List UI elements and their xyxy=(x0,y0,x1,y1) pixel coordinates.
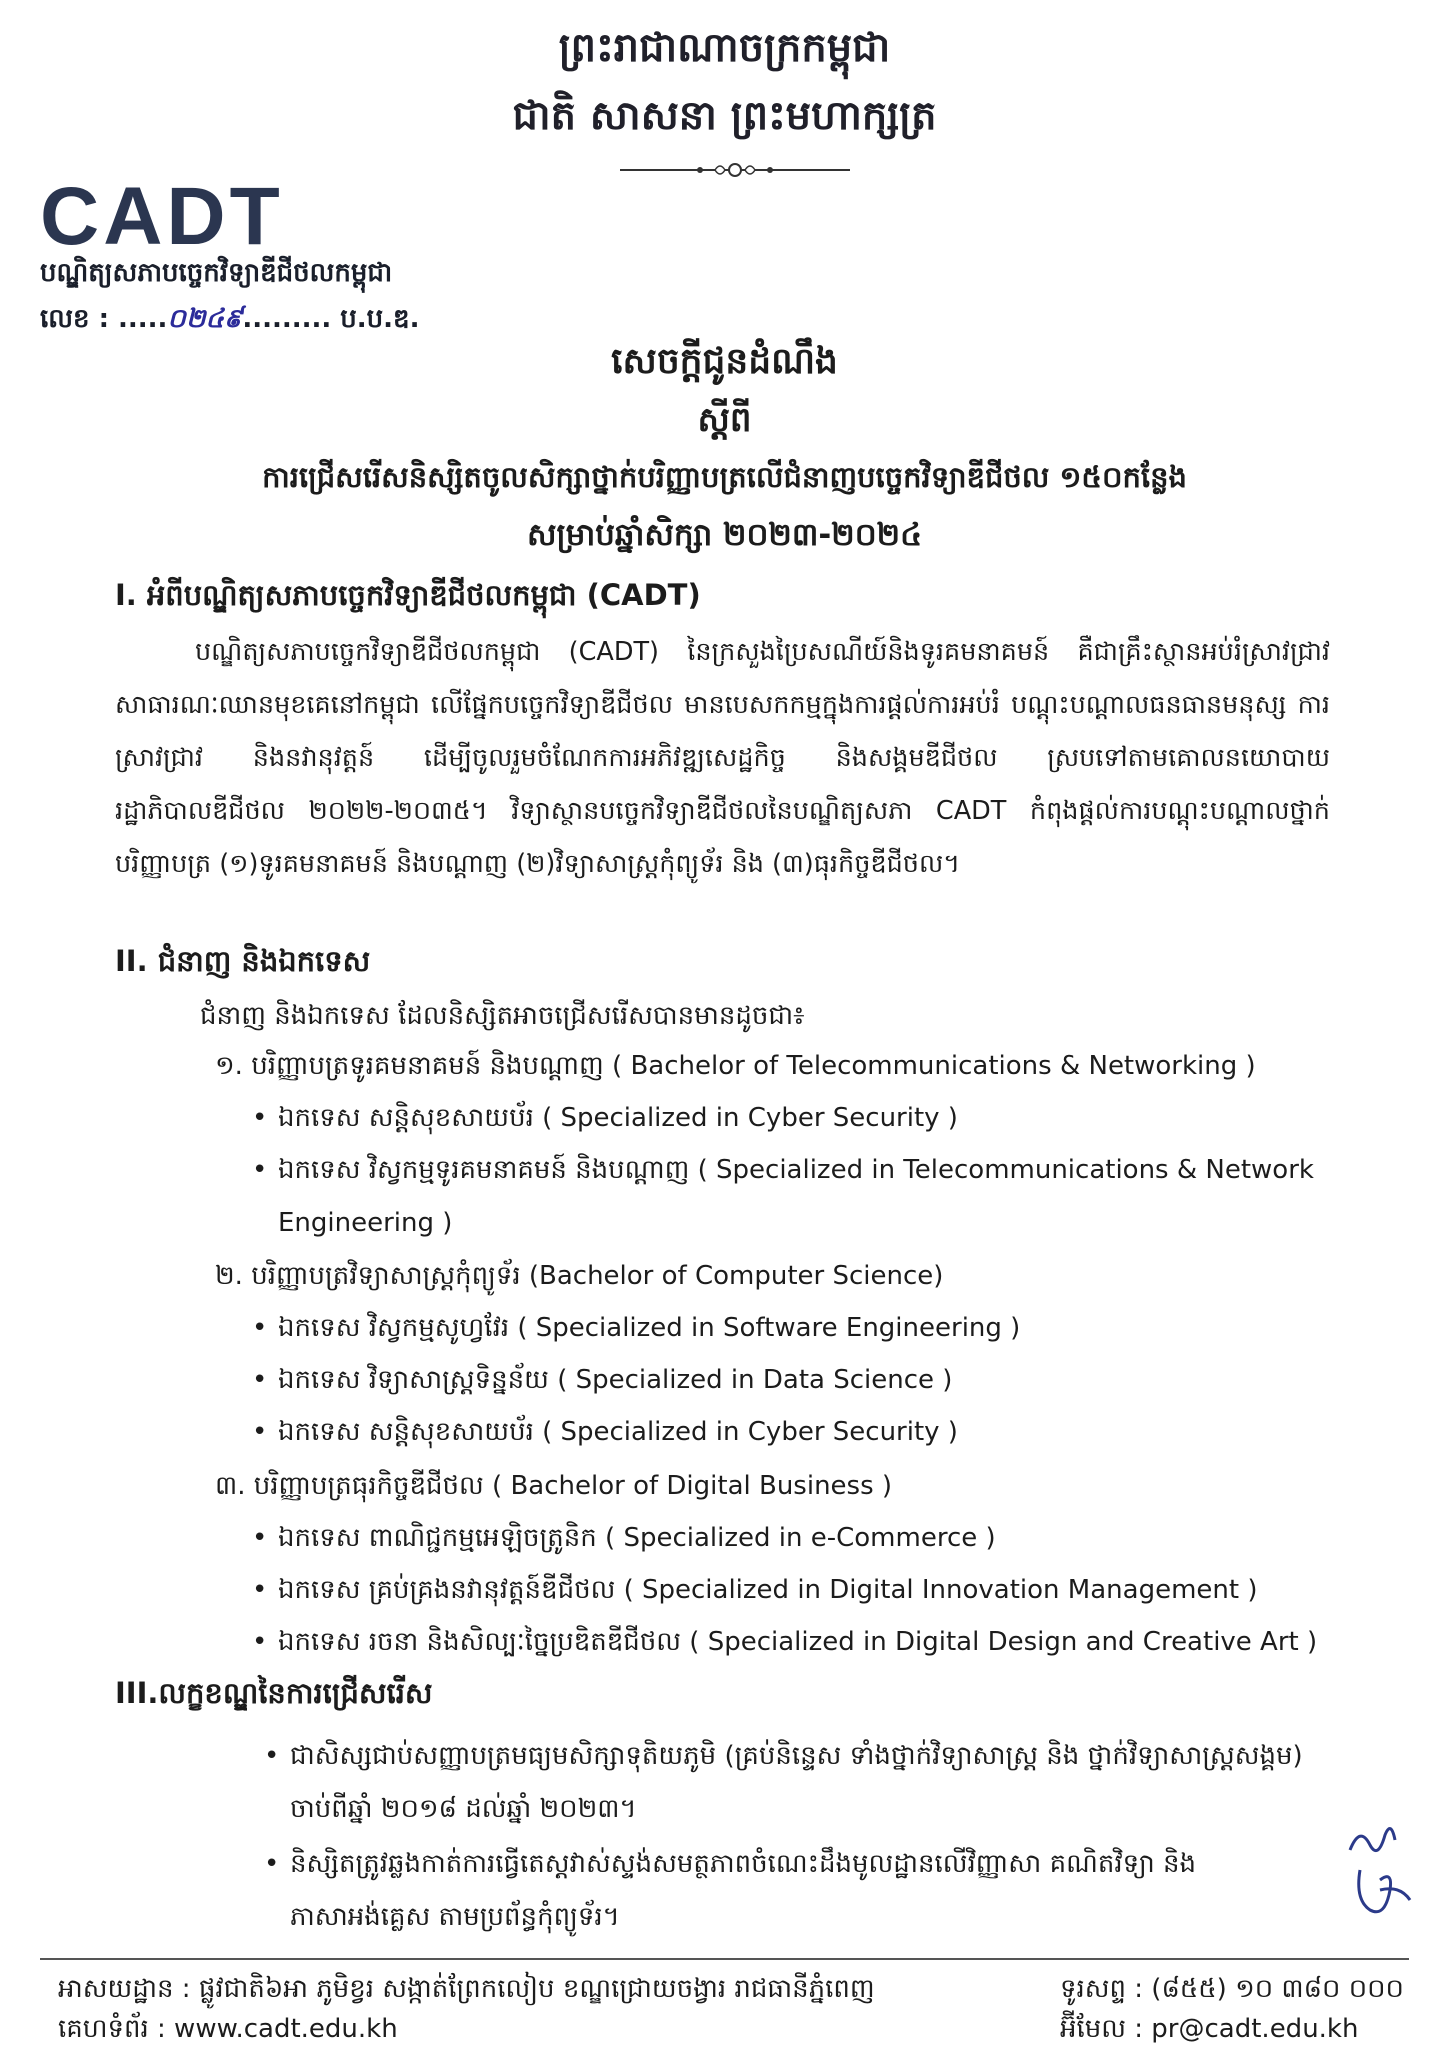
degree3-title: ៣. បរិញ្ញាបត្រធុរកិច្ចឌីជីថល ( Bachelor of Digital Business ) xyxy=(215,1471,893,1501)
kingdom-heading: ព្រះរាជាណាចក្រកម្ពុជា xyxy=(558,24,891,71)
academic-year: សម្រាប់ឆ្នាំសិក្សា ២០២៣-២០២៤ xyxy=(526,517,923,553)
degree1-title: ១. បរិញ្ញាបត្រទូរគមនាគមន៍ និងបណ្ដាញ ( Bachelor of Telecommunications & Networking ) xyxy=(215,1051,1256,1081)
notice-subject: ការជ្រើសរើសនិស្សិតចូលសិក្សាថ្នាក់បរិញ្ញាបត្រលើជំនាញបច្ចេកវិទ្យាឌីជីថល ១៥០កន្លែង xyxy=(262,460,1187,494)
ref-suffix: ប.ប.ឌ. xyxy=(340,304,420,334)
ornament-divider-icon xyxy=(620,158,850,182)
degree3-item: • ឯកទេស គ្រប់គ្រងនវានុវត្តន៍ឌីជីថល ( Specialized in Digital Innovation Management ) xyxy=(278,1570,1257,1610)
motto-heading: ជាតិ សាសនា ព្រះមហាក្សត្រ xyxy=(512,92,937,139)
footer-phone: ទូរសព្ទ : (៨៥៥) ១០ ៣៨០ ០០០ xyxy=(1060,1974,1404,2004)
section2-intro: ជំនាញ និងឯកទេស ដែលនិស្សិតអាចជ្រើសរើសបានមានដូចជា៖ xyxy=(200,1001,805,1031)
footer-address: អាសយដ្ឋាន : ផ្លូវជាតិ៦អា ភូមិខ្វរ សង្កាត់ព្រែកលៀប ខណ្ឌជ្រោយចង្វារ រាជធានីភ្នំពេញ xyxy=(58,1974,875,2004)
degree1-item: • ឯកទេស សន្តិសុខសាយប័រ ( Specialized in Cyber Security ) xyxy=(278,1098,958,1138)
criteria-item: • ជាសិស្សជាប់សញ្ញាបត្រមធ្យមសិក្សាទុតិយភូមិ (គ្រប់និន្ទេស ទាំងថ្នាក់វិទ្យាសាស្ត្រ និង ថ្នាក់វិទ្យាសាស្ត្រសង្គម) ចាប់ពីឆ្នាំ ២០១៨ ដល់ឆ្នាំ ២០២៣។ xyxy=(290,1730,1330,1836)
section1-heading: I. អំពីបណ្ឌិត្យសភាបច្ចេកវិទ្យាឌីជីថលកម្ពុជា (CADT) xyxy=(115,578,701,612)
degree3-item: • ឯកទេស ពាណិជ្ជកម្មអេឡិចត្រូនិក ( Specialized in e-Commerce ) xyxy=(278,1518,996,1558)
section1-paragraph xyxy=(115,626,1330,891)
reference-number-line: លេខ : .....០២៤៩......... ប.ប.ឌ. xyxy=(40,304,420,334)
degree2-title: ២. បរិញ្ញាបត្រវិទ្យាសាស្ត្រកុំព្យូទ័រ (Bachelor of Computer Science) xyxy=(215,1261,944,1291)
institution-name: បណ្ឌិត្យសភាបច្ចេកវិទ្យាឌីជីថលកម្ពុជា xyxy=(40,258,393,288)
degree2-item: • ឯកទេស សន្តិសុខសាយប័រ ( Specialized in Cyber Security ) xyxy=(278,1412,958,1452)
cadt-logo: CADT xyxy=(40,171,284,262)
footer-divider xyxy=(40,1958,1409,1960)
section3-heading: III.លក្ខខណ្ឌនៃការជ្រើសរើស xyxy=(115,1676,433,1710)
degree2-item: • ឯកទេស វិទ្យាសាស្ត្រទិន្នន័យ ( Specialized in Data Science ) xyxy=(278,1360,952,1400)
footer-website: គេហទំព័រ : www.cadt.edu.kh xyxy=(58,2014,398,2044)
section2-heading: II. ជំនាញ និងឯកទេស xyxy=(115,944,371,978)
degree1-item: • ឯកទេស វិស្វកម្មទូរគមនាគមន៍ និងបណ្ដាញ ( Specialized in Telecommunications & Network Engineering ) xyxy=(278,1144,1338,1250)
notice-title: សេចក្ដីជូនដំណឹង xyxy=(611,341,838,382)
footer-email: អ៊ីមែល : pr@cadt.edu.kh xyxy=(1060,2014,1359,2044)
ref-label: លេខ : xyxy=(40,304,109,334)
degree2-item: • ឯកទេស វិស្វកម្មសូហ្វវែរ ( Specialized in Software Engineering ) xyxy=(278,1308,1020,1348)
section1-paragraph-text: បណ្ឌិត្យសភាបច្ចេកវិទ្យាឌីជីថលកម្ពុជា (CADT) នៃក្រសួងប្រៃសណីយ៍និងទូរគមនាគមន៍ គឺជាគ្រឹះស្ថានអប់រំស្រាវជ្រាវសាធារណៈឈានមុខគេនៅកម្ពុជា លើផ្នែកបច្ចេកវិទ្យាឌីជីថល មានបេសកកម្មក្នុងការផ្ដល់ការអប់រំ បណ្ដុះបណ្ដាលធនធានមនុស្ស ការស្រាវជ្រាវ និងនវានុវត្តន៍ ដើម្បីចូលរួមចំណែកការអភិវឌ្ឍសេដ្ឋកិច្ច និងសង្គមឌីជីថល ស្របទៅតាមគោលនយោបាយរដ្ឋាភិបាលឌីជីថល ២០២២-២០៣៥។ វិទ្យាស្ថានបច្ចេកវិទ្យាឌីជីថលនៃបណ្ឌិត្យសភា CADT កំពុងផ្ដល់ការបណ្ដុះបណ្ដាលថ្នាក់បរិញ្ញាបត្រ (១)ទូរគមនាគមន៍ និងបណ្ដាញ (២)វិទ្យាសាស្ត្រកុំព្យូទ័រ និង (៣)ធុរកិច្ចឌីជីថល។ xyxy=(115,637,1330,879)
degree3-item: • ឯកទេស រចនា និងសិល្បៈច្នៃប្រឌិតឌីជីថល ( Specialized in Digital Design and Creative Art ) xyxy=(278,1622,1317,1662)
notice-subject-label: ស្ដីពី xyxy=(697,400,752,440)
signature-icon xyxy=(1330,1810,1430,1930)
criteria-item: • និស្សិតត្រូវឆ្លងកាត់ការធ្វើតេស្តវាស់ស្ទង់សមត្ថភាពចំណេះដឹងមូលដ្ឋានលើវិញ្ញាសា គណិតវិទ្យា និងភាសាអង់គ្លេស តាមប្រព័ន្ធកុំព្យូទ័រ។ xyxy=(290,1838,1330,1944)
ref-number: ០២៤៩ xyxy=(167,304,243,334)
